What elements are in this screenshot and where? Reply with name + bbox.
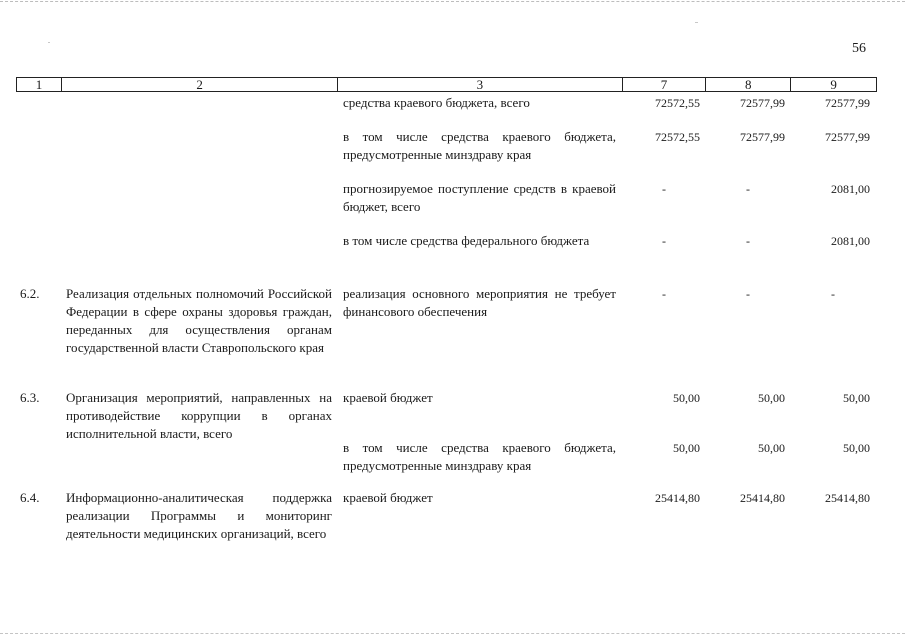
- value-col-8: 72577,99: [740, 96, 785, 110]
- funding-source: краевой бюджет: [343, 390, 433, 405]
- header-col-1: 1: [17, 78, 62, 91]
- item-number: 6.2.: [20, 286, 40, 301]
- value-col-7: 50,00: [673, 391, 700, 405]
- item-number: 6.3.: [20, 390, 40, 405]
- scan-edge-top: [0, 1, 905, 2]
- value-col-9: 50,00: [843, 391, 870, 405]
- value-col-9: 50,00: [843, 441, 870, 455]
- value-col-8: 25414,80: [740, 491, 785, 505]
- page-number: 56: [852, 41, 866, 56]
- value-col-8: -: [746, 234, 750, 248]
- value-col-7: -: [662, 287, 666, 301]
- value-col-9: 2081,00: [831, 234, 870, 248]
- value-col-8: -: [746, 287, 750, 301]
- activity-name: Организация мероприятий, направленных на противодействие коррупции в органах исполнительной власти, всего: [66, 390, 332, 441]
- header-col-9: 9: [830, 77, 837, 92]
- value-col-9: -: [831, 287, 835, 301]
- value-col-8: 50,00: [758, 441, 785, 455]
- item-number: 6.4.: [20, 490, 40, 505]
- value-col-9: 72577,99: [825, 130, 870, 144]
- value-col-8: 72577,99: [740, 130, 785, 144]
- value-col-9: 72577,99: [825, 96, 870, 110]
- funding-source: в том числе средства краевого бюджета, предусмотренные минздраву края: [343, 440, 616, 473]
- value-col-7: 72572,55: [655, 96, 700, 110]
- value-col-7: 50,00: [673, 441, 700, 455]
- scan-edge-bottom: [0, 633, 905, 634]
- header-col-8: 8: [706, 78, 791, 91]
- value-col-7: -: [662, 182, 666, 196]
- value-col-8: 50,00: [758, 391, 785, 405]
- funding-source: средства краевого бюджета, всего: [343, 95, 530, 110]
- funding-source: в том числе средства краевого бюджета, предусмотренные минздраву края: [343, 129, 616, 162]
- activity-name: Реализация отдельных полномочий Российской Федерации в сфере охраны здоровья граждан, переданных для осуществления органам государственной власти Ставропольского края: [66, 286, 332, 355]
- value-col-7: 25414,80: [655, 491, 700, 505]
- header-col-7: 7: [623, 78, 707, 91]
- scan-speck: [48, 42, 50, 43]
- value-col-9: 25414,80: [825, 491, 870, 505]
- table-header-row: [16, 77, 877, 92]
- header-col-3: 3: [338, 78, 622, 91]
- funding-source: краевой бюджет: [343, 490, 433, 505]
- header-col-2: 2: [62, 78, 338, 91]
- scan-speck: [695, 22, 698, 23]
- funding-source: прогнозируемое поступление средств в краевой бюджет, всего: [343, 181, 616, 214]
- value-col-7: -: [662, 234, 666, 248]
- value-col-9: 2081,00: [831, 182, 870, 196]
- activity-name: Информационно-аналитическая поддержка реализации Программы и мониторинг деятельности медицинских организаций, всего: [66, 490, 332, 541]
- funding-source: реализация основного мероприятия не требует финансового обеспечения: [343, 286, 616, 319]
- value-col-7: 72572,55: [655, 130, 700, 144]
- funding-source: в том числе средства федерального бюджета: [343, 233, 590, 248]
- value-col-8: -: [746, 182, 750, 196]
